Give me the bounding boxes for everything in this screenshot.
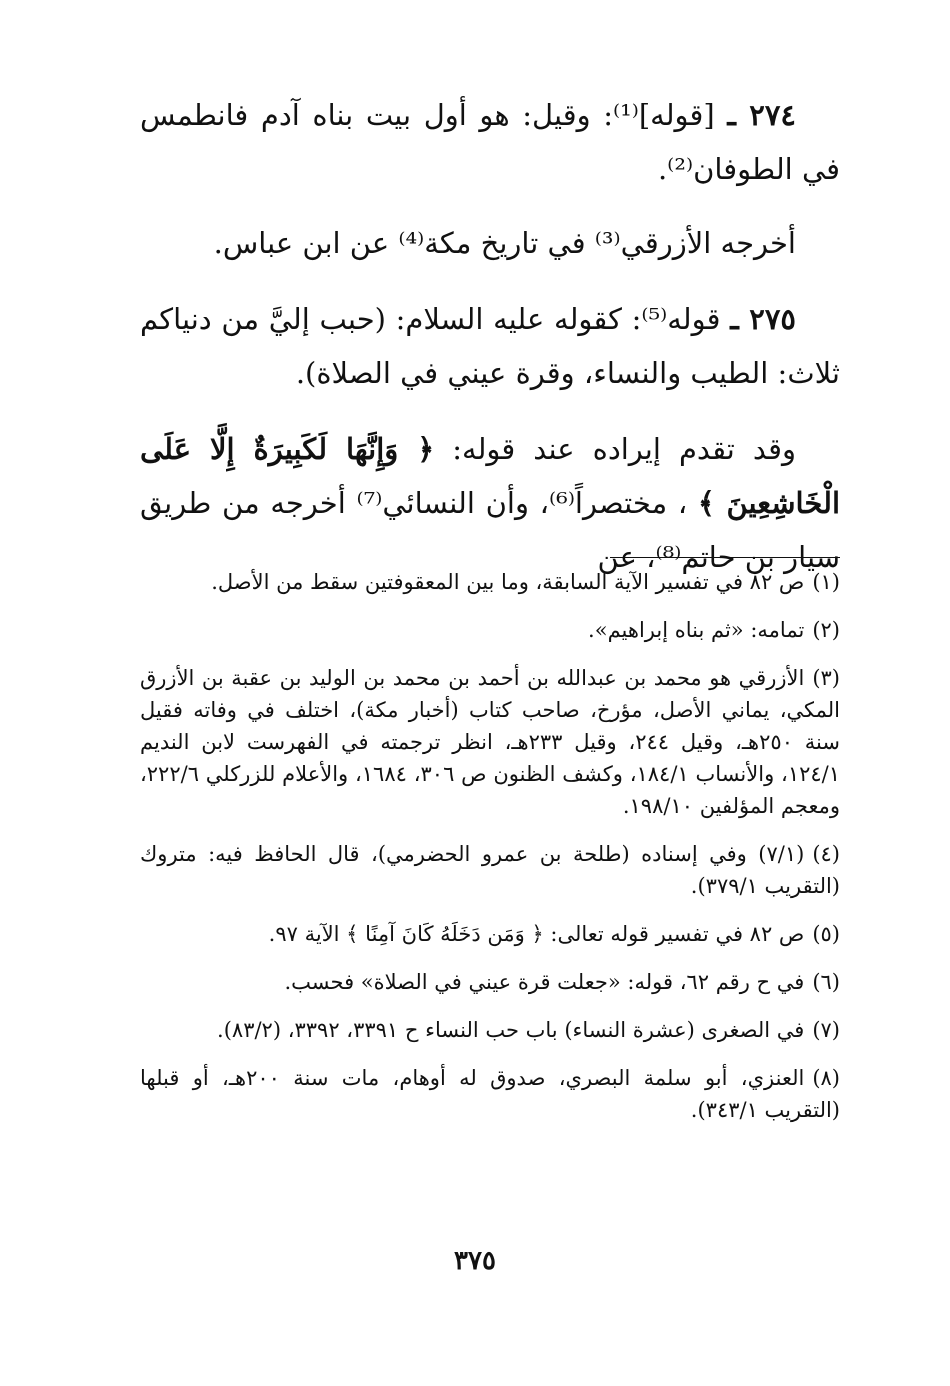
footnote-text: الأزرقي هو محمد بن عبدالله بن أحمد بن محمد بن الوليد بن عقبة بن الأزرق المكي، يماني الأصل، مؤرخ، صاحب كتاب (أخبار مكة)، اختلف في وفاته فقيل سنة ٢٥٠هـ، وقيل ٢٤٤، وقيل ٢٣٣هـ، انظر ترجمته في الفهرست لابن النديم ١٢٤/١، والأنساب ١٨٤/١، وكشف الظنون ص ٣٠٦، ١٦٨٤، والأعلام للزركلي ٢٢٢/٦، ومعجم المؤلفين ١٩٨/١٠. [140,666,841,818]
footnote-6 [140,966,840,998]
footnote-2 [140,614,840,646]
page-number: ٣٧٥ [454,1246,496,1276]
paragraph-text: أخرجه الأزرقي⁽³⁾ في تاريخ مكة⁽⁴⁾ عن ابن عباس. [213,226,796,260]
footnote-label: (١) [812,570,840,594]
footnote-label: (٦) [812,970,840,994]
footnote-5 [140,918,840,950]
footnote-4 [140,838,840,902]
footnote-8 [140,1062,840,1126]
footnote-label: (٢) [812,618,840,642]
footnote-text: ص ٨٢ في تفسير الآية السابقة، وما بين المعقوفتين سقط من الأصل. [211,570,805,594]
footnote-label: (٨) [812,1066,840,1090]
footnote-text: في الصغرى (عشرة النساء) باب حب النساء ح ٣٣٩١، ٣٣٩٢، (٨٣/٢). [217,1018,805,1042]
footnote-7 [140,1014,840,1046]
footnote-label: (٤) [812,842,840,866]
footnote-3 [140,662,840,822]
footnotes [140,566,840,1142]
footnote-1 [140,566,840,598]
entry-number: ٢٧٥ ـ [730,302,796,336]
footnote-text: (٧/١) وفي إسناده (طلحة بن عمرو الحضرمي)، قال الحافظ فيه: متروك (التقريب ٣٧٩/١). [140,842,840,898]
paragraph-274 [140,88,840,196]
main-text [140,88,840,584]
footnote-label: (٧) [812,1018,840,1042]
paragraph-275 [140,292,840,400]
footnote-text: تمامه: «ثم بناه إبراهيم». [588,618,805,642]
paragraph-text: قوله⁽⁵⁾: كقوله عليه السلام: (حبب إليَّ من دنياكم ثلاث: الطيب والنساء، وقرة عيني في الصلاة). [140,302,840,390]
entry-number: ٢٧٤ ـ [727,98,797,132]
footnote-text: ص ٨٢ في تفسير قوله تعالى: ﴿ وَمَن دَخَلَهُ كَانَ آمِنًا ﴾ الآية ٩٧. [268,922,805,946]
paragraph-azraqi [140,216,840,270]
footnote-label: (٣) [812,666,840,690]
paragraph-text: وقد تقدم إيراده عند قوله: [452,432,797,466]
footnote-label: (٥) [812,922,840,946]
paragraph-text: [قوله]⁽¹⁾: وقيل: هو أول بيت بناه آدم فانطمس في الطوفان⁽²⁾. [140,98,840,186]
footnote-text: في ح رقم ٦٢، قوله: «جعلت قرة عيني في الصلاة» فحسب. [284,970,805,994]
quran-verse: ﴿ وَإِنَّهَا لَكَبِيرَةٌ إِلَّا عَلَى الْخَاشِعِينَ ﴾ [140,432,841,520]
paragraph-text: ، مختصراً⁽⁶⁾، وأن النسائي⁽⁷⁾ أخرجه من طريق سيار بن حاتم⁽⁸⁾، عن [140,486,840,574]
footnote-text: العنزي، أبو سلمة البصري، صدوق له أوهام، مات سنة ٢٠٠هـ، أو قبلها (التقريب ٣٤٣/١). [140,1066,840,1122]
paragraph-previous-mention [140,422,840,584]
footnote-separator [610,557,840,558]
